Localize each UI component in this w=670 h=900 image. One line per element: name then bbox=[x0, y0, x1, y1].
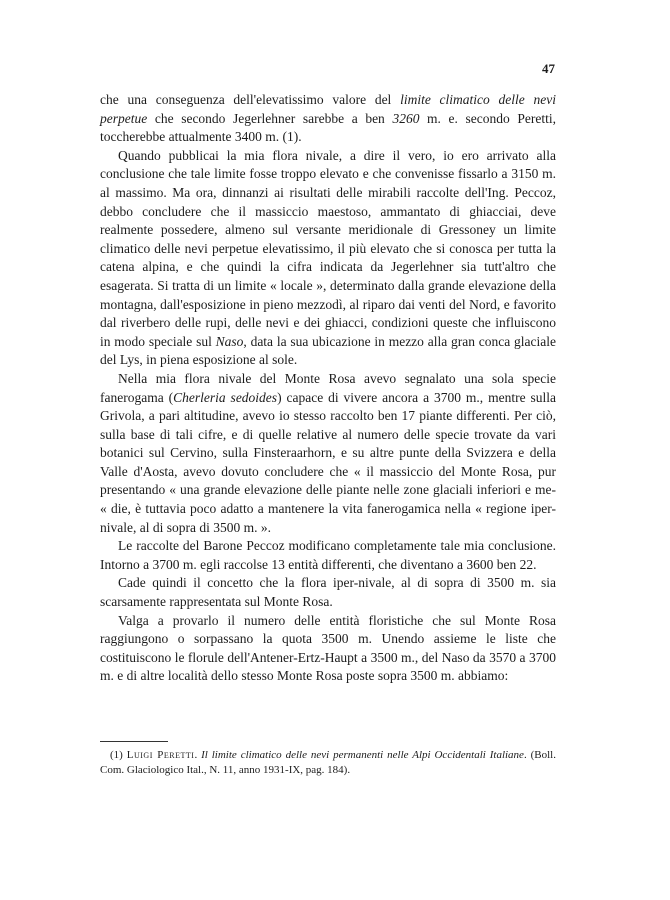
text-run: . (Boll. Com. Glaciologico Ital., N. 11, anno 1931-IX, pag. 184). bbox=[100, 749, 556, 776]
text-run: Valga a provarlo il numero delle entità floristiche che sul Monte Rosa raggiungono o sorpassano la quota 3500 m. Unendo assieme le liste che costituiscono le florule dell'Antener-Ertz-Haupt a 3500 m., del Naso da 3570 a 3700 m. e di altre località dello stesso Monte Rosa poste sopra 3500 m. abbiamo: bbox=[100, 612, 556, 684]
italic-text-run: Naso bbox=[215, 333, 244, 349]
text-run: che secondo Jegerlehner sarebbe a ben bbox=[147, 110, 393, 126]
paragraph bbox=[100, 537, 556, 574]
footnote bbox=[100, 748, 556, 778]
text-run: (1) bbox=[110, 749, 127, 761]
text-run: Luigi Peretti bbox=[126, 749, 195, 761]
paragraph bbox=[100, 91, 556, 147]
italic-text-run: Il limite climatico delle nevi permanenti nelle Alpi Occidentali Italiane bbox=[201, 749, 524, 761]
text-run: ) capace di vivere ancora a 3700 m., mentre sulla Grivola, a pari altitudine, avevo io stesso raccolto ben 17 piante differenti. Per ciò, sulla base di tali cifre, e di quelle relative al numero delle specie trovate da vari botanici sul Cervino, sulla Finsteraarhorn, e su altre punte della Svizzera e della Valle d'Aosta, avevo dovuto concludere che « il massiccio del Monte Rosa, pur presentando « una grande elevazione delle piante nelle zone glaciali inferiori e me- « die, è tuttavia poco adatto a mantenere la vita fanerogamica nella « regione iper-nivale, al di sopra di 3500 m. ». bbox=[100, 389, 556, 535]
italic-text-run: Cherleria sedoides bbox=[173, 389, 278, 405]
italic-text-run: 3260 bbox=[392, 110, 420, 126]
text-run: . bbox=[194, 749, 202, 761]
text-run: Cade quindi il concetto che la flora iper-nivale, al di sopra di 3500 m. sia scarsamente rappresentata sul Monte Rosa. bbox=[100, 575, 556, 610]
text-run: , data la sua ubicazione in mezzo alla gran conca glaciale del Lys, in piena esposizione al sole. bbox=[100, 333, 556, 368]
text-run: Nella mia flora nivale del Monte Rosa avevo segnalato una sola specie fanerogama ( bbox=[100, 370, 556, 405]
paragraph bbox=[100, 612, 556, 686]
body-text bbox=[100, 91, 556, 686]
italic-text-run: limite climatico delle nevi perpetue bbox=[100, 92, 557, 126]
text-run: che una conseguenza dell'elevatissimo valore del bbox=[100, 92, 401, 107]
text-run: m. e. secondo Peretti, toccherebbe attualmente 3400 m. (1). bbox=[100, 110, 556, 145]
paragraph bbox=[100, 147, 556, 370]
page-number: 47 bbox=[542, 61, 555, 76]
paragraph bbox=[100, 574, 556, 611]
footnote-separator bbox=[100, 741, 168, 742]
text-run: Quando pubblicai la mia flora nivale, a dire il vero, io ero arrivato alla conclusione che tale limite fosse troppo elevato e che convenisse fissarlo a 3150 m. al massimo. Ma ora, dinnanzi ai risultati delle mirabili raccolte dell'Ing. Peccoz, debbo concludere che il massiccio maestoso, ammantato di ghiacciai, deve realmente possedere, almeno sul versante meridionale di Gressoney un limite climatico delle nevi perpetue elevatissimo, il più elevato che si conosca per tutta la catena alpina, e che quindi la cifra indicata da Jegerlehner sia tutt'altro che esagerata. Si tratta di un limite « locale », determinato dalla grande elevazione della montagna, dall'esposizione in pieno mezzodì, al riparo dai venti del Nord, e favorito dal riverbero delle rupi, delle nevi e dei ghiacci, condizioni queste che influiscono in modo speciale sul bbox=[100, 147, 556, 349]
paragraph bbox=[100, 370, 556, 537]
text-run: Le raccolte del Barone Peccoz modificano completamente tale mia conclusione. Intorno a 3700 m. egli raccolse 13 entità differenti, che diventano a 3600 ben 22. bbox=[100, 538, 556, 572]
